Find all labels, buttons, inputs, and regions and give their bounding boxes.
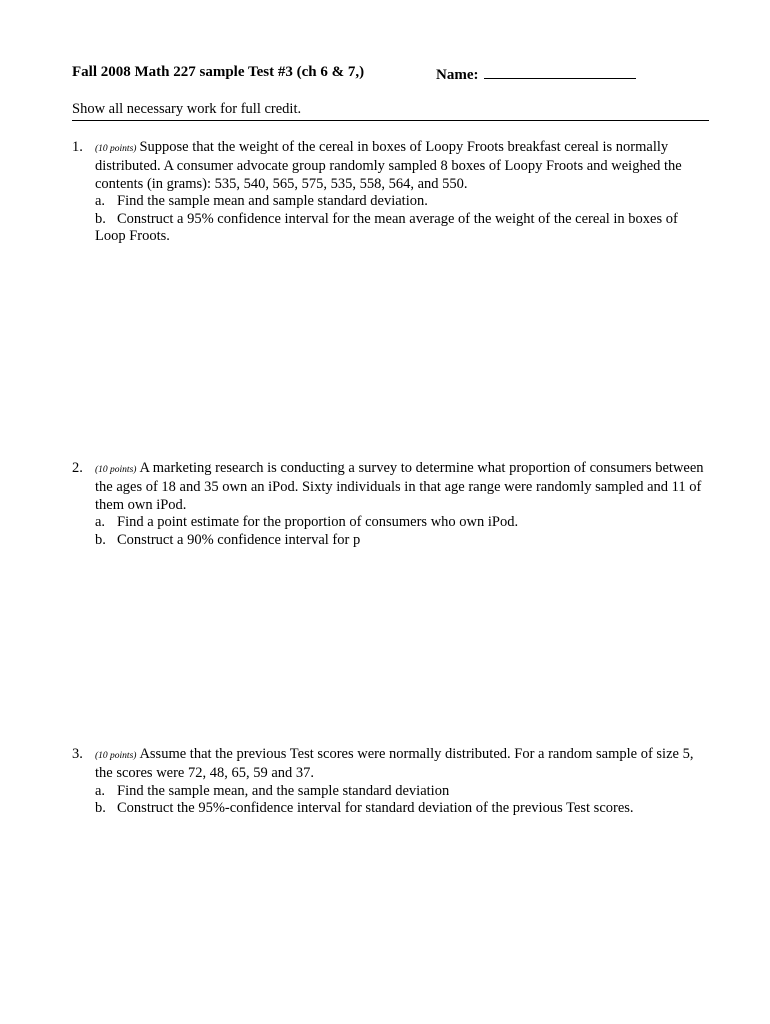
- name-label: Name:: [436, 67, 479, 83]
- question-number: 2.: [72, 460, 83, 476]
- part-letter: b.: [95, 210, 106, 227]
- part-letter: a.: [95, 782, 106, 799]
- question-text: A marketing research is conducting a survey to determine what proportion of consumers between the ages of 18 and 35 own an iPod. Sixty individuals in that age range were randomly sampled and 11 of them own iPod.: [95, 460, 704, 513]
- part-text: Construct a 95% confidence interval for the mean average of the weight of the cereal in boxes of Loop Froots.: [95, 210, 678, 245]
- question-part-a: [95, 783, 712, 800]
- question-part-b: [95, 800, 712, 817]
- test-title: Fall 2008 Math 227 sample Test #3 (ch 6 & 7,): [72, 64, 365, 80]
- part-letter: b.: [95, 800, 106, 817]
- question-points: (10 points): [95, 144, 137, 154]
- instructions: Show all necessary work for full credit.: [72, 101, 302, 117]
- name-blank-line: [484, 64, 636, 79]
- question-part-a: [95, 193, 712, 210]
- part-letter: a.: [95, 193, 106, 210]
- header-divider: [72, 120, 709, 121]
- question-text: Suppose that the weight of the cereal in boxes of Loopy Froots breakfast cereal is normally distributed. A consumer advocate group randomly sampled 8 boxes of Loopy Froots and weighed the contents (in grams): 535, 540, 565, 575, 535, 558, 564, and 550.: [95, 139, 682, 192]
- question-3: [72, 746, 712, 818]
- question-number: 1.: [72, 139, 83, 155]
- question-part-a: [95, 514, 712, 531]
- part-text: Find the sample mean, and the sample standard deviation: [117, 782, 450, 799]
- question-points: (10 points): [95, 465, 137, 475]
- part-text: Construct the 95%-confidence interval for standard deviation of the previous Test scores.: [117, 800, 634, 817]
- question-part-b: [95, 211, 712, 246]
- question-text: Assume that the previous Test scores were normally distributed. For a random sample of size 5, the scores were 72, 48, 65, 59 and 37.: [95, 746, 694, 782]
- question-part-b: [95, 532, 712, 549]
- question-points: (10 points): [95, 751, 137, 761]
- question-number: 3.: [72, 746, 83, 762]
- part-text: Find the sample mean and sample standard deviation.: [117, 193, 428, 210]
- name-field: [436, 64, 636, 84]
- question-2: [72, 460, 712, 549]
- question-1: [72, 139, 712, 245]
- part-letter: b.: [95, 531, 106, 548]
- part-text: Find a point estimate for the proportion of consumers who own iPod.: [117, 514, 519, 531]
- part-text: Construct a 90% confidence interval for p: [117, 531, 361, 548]
- part-letter: a.: [95, 514, 106, 531]
